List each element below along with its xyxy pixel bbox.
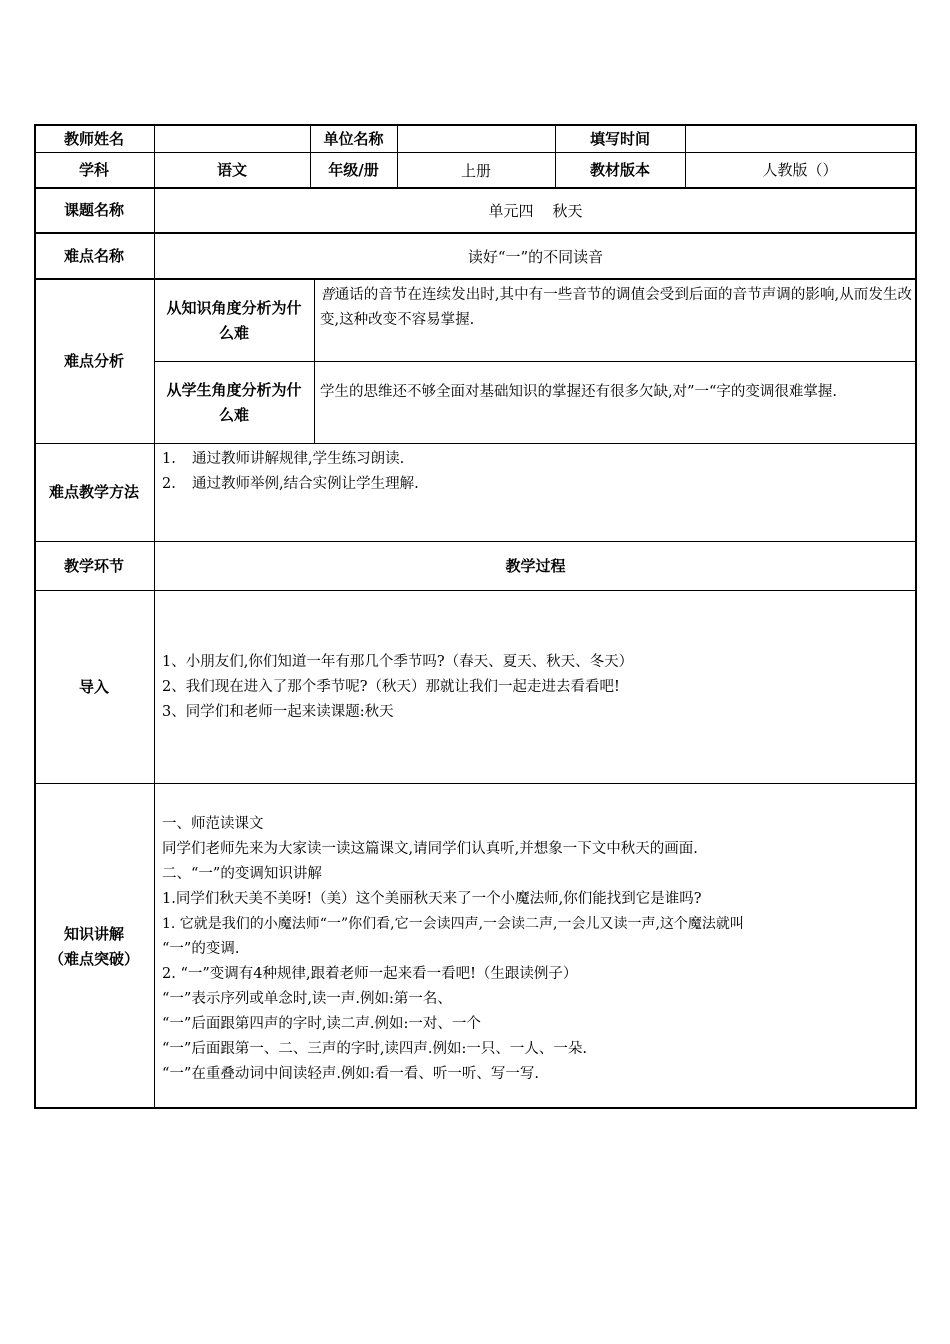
knowledge-line: “一”的变调. xyxy=(162,941,240,957)
knowledge-angle-body: 通话的音节在连续发出时,其中有一些音节的调值会受到后面的音节声调的影响,从而发生改变,这种改变不容易掌握. xyxy=(320,287,913,328)
difficulty-label: 难点名称 xyxy=(63,246,124,265)
date-label: 填写时间 xyxy=(589,129,650,148)
knowledge-line: 二、“一”的变调知识讲解 xyxy=(162,866,322,882)
knowledge-line: “一”表示序列或单念时,读一声.例如:第一名、 xyxy=(162,991,452,1007)
date-value xyxy=(685,126,915,152)
knowledge-label-line2: （难点突破） xyxy=(48,949,139,968)
intro-line: 1、小朋友们,你们知道一年有那几个季节吗?（春天、夏天、秋天、冬天） xyxy=(162,654,634,670)
method-list xyxy=(162,447,902,497)
intro-line: 2、我们现在进入了那个季节呢?（秋天）那就让我们一起走进去看看吧! xyxy=(162,679,620,695)
knowledge-line: “一”后面跟第四声的字时,读二声.例如:一对、一个 xyxy=(162,1016,481,1032)
process-header: 教学过程 xyxy=(505,556,566,575)
knowledge-angle-text xyxy=(320,283,912,333)
knowledge-angle-label: 从知识角度分析为什么难 xyxy=(166,298,302,342)
student-angle-text: 学生的思维还不够全面对基础知识的掌握还有很多欠缺,对”一“字的变调很难掌握. xyxy=(320,384,838,400)
table-rule xyxy=(314,278,315,443)
stage-header: 教学环节 xyxy=(63,556,124,575)
knowledge-line: “一”后面跟第一、二、三声的字时,读四声.例如:一只、一人、一朵. xyxy=(162,1041,588,1057)
method-item xyxy=(162,472,902,497)
knowledge-line: 2. “一”变调有4种规律,跟着老师一起来看一看吧!（生跟读例子） xyxy=(162,966,578,982)
analysis-label: 难点分析 xyxy=(63,352,124,370)
table-rule xyxy=(34,783,917,784)
method-item xyxy=(162,447,902,472)
knowledge-line: 1.同学们秋天美不美呀!（美）这个美丽秋天来了一个小魔法师,你们能找到它是谁吗? xyxy=(162,891,702,907)
unit-label: 单位名称 xyxy=(323,129,384,148)
topic-value: 单元四 秋天 xyxy=(488,202,583,220)
knowledge-angle-first-char: 普 xyxy=(320,287,335,303)
knowledge-line: 1. 它就是我们的小魔法师“一”你们看,它一会读四声,一会读二声,一会儿又读一声,这个魔法就叫 xyxy=(162,916,744,932)
intro-line: 3、同学们和老师一起来读课题:秋天 xyxy=(162,704,394,720)
edition-value: 人教版（） xyxy=(762,160,838,179)
knowledge-label-line1: 知识讲解 xyxy=(63,924,124,943)
knowledge-line: 一、师范读课文 xyxy=(162,816,264,832)
knowledge-line: “一”在重叠动词中间读轻声.例如:看一看、听一听、写一写. xyxy=(162,1066,539,1082)
edition-label: 教材版本 xyxy=(589,160,650,179)
method-item-num: 2. xyxy=(162,476,176,492)
method-item-text: 通过教师讲解规律,学生练习朗读. xyxy=(192,451,405,467)
knowledge-lines xyxy=(162,812,910,1087)
unit-value xyxy=(397,126,555,152)
method-item-text: 通过教师举例,结合实例让学生理解. xyxy=(192,476,419,492)
grade-label: 年级/册 xyxy=(328,160,379,179)
difficulty-value: 读好“一”的不同读音 xyxy=(467,247,604,266)
knowledge-line: 同学们老师先来为大家读一读这篇课文,请同学们认真听,并想象一下文中秋天的画面. xyxy=(162,841,698,857)
teacher-name-label: 教师姓名 xyxy=(63,129,124,148)
teacher-name-value xyxy=(154,126,310,152)
table-rule xyxy=(34,443,917,444)
intro-label: 导入 xyxy=(78,677,109,696)
method-label: 难点教学方法 xyxy=(48,483,139,501)
student-angle-label: 从学生角度分析为什么难 xyxy=(166,380,302,424)
subject-label: 学科 xyxy=(78,160,109,179)
table-rule xyxy=(34,590,917,591)
topic-label: 课题名称 xyxy=(63,201,124,219)
method-item-num: 1. xyxy=(162,451,176,467)
knowledge-label xyxy=(34,784,154,1109)
grade-value: 上册 xyxy=(460,161,491,180)
intro-lines xyxy=(162,650,907,725)
subject-value: 语文 xyxy=(216,160,247,179)
